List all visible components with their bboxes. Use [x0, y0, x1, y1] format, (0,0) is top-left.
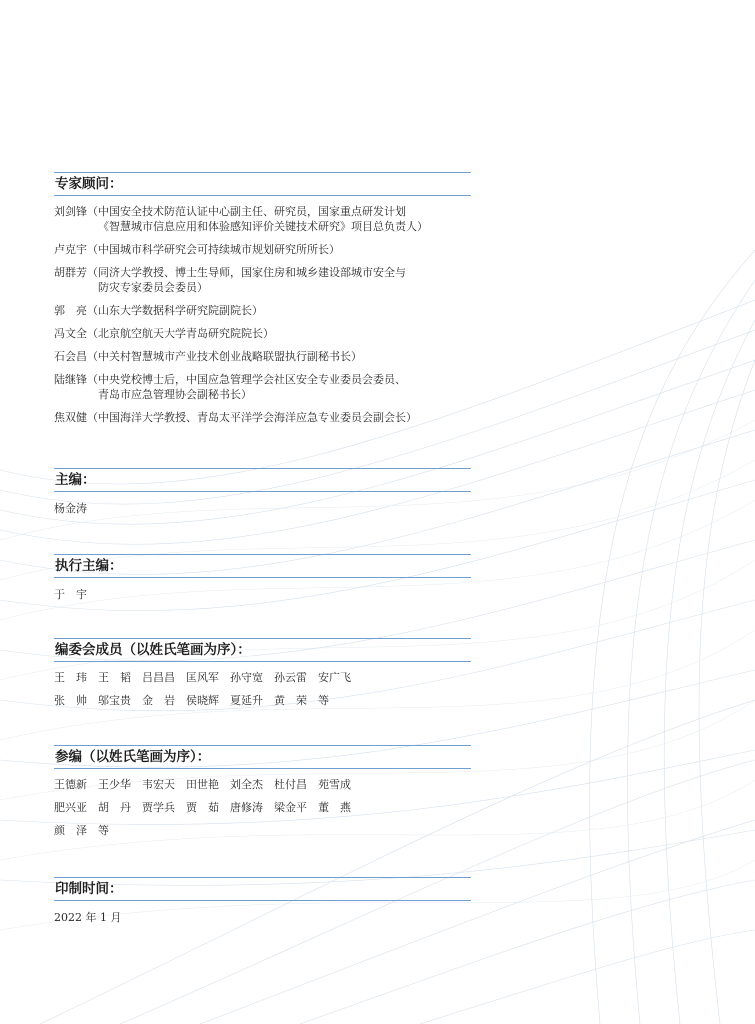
advisor-entry: [54, 326, 471, 341]
participants-heading: 参编（以姓氏笔画为序）：: [54, 745, 471, 769]
advisor-entry: [54, 204, 471, 234]
advisor-line: 陆继锋（中央党校博士后，中国应急管理学会社区安全专业委员会委员、: [54, 373, 406, 386]
editor-name: 杨金涛: [54, 502, 87, 515]
advisor-line: 冯文全（北京航空航天大学青岛研究院院长）: [54, 327, 274, 340]
advisor-line: 刘剑锋（中国安全技术防范认证中心副主任、研究员，国家重点研发计划: [54, 205, 406, 218]
advisor-entry: [54, 349, 471, 364]
advisor-entry: [54, 372, 471, 402]
advisor-line: 石会昌（中关村智慧城市产业技术创业战略联盟执行副秘书长）: [54, 350, 362, 363]
advisors-heading: 专家顾问：: [54, 172, 471, 196]
advisor-entry: [54, 265, 471, 295]
advisor-entry: [54, 242, 471, 257]
participants-section: [54, 745, 471, 838]
editor-section: [54, 468, 471, 516]
print-time-value: 2022 年 1 月: [54, 911, 122, 924]
advisors-list: [54, 204, 471, 425]
advisor-line-continued: 防灾专家委员会委员）: [98, 281, 208, 294]
print-time-heading: 印制时间：: [54, 877, 471, 901]
exec-editor-section: [54, 554, 471, 602]
editor-heading: 主编：: [54, 468, 471, 492]
advisors-section: [54, 172, 471, 433]
advisor-line: 郭 亮（山东大学数据科学研究院副院长）: [54, 304, 263, 317]
exec-editor-heading: 执行主编：: [54, 554, 471, 578]
advisor-line: 胡群芳（同济大学教授、博士生导师，国家住房和城乡建设部城市安全与: [54, 266, 406, 279]
print-time-section: [54, 877, 471, 925]
committee-heading: 编委会成员（以姓氏笔画为序）：: [54, 638, 471, 662]
committee-section: [54, 638, 471, 708]
participants-names-row: 王德新 王少华 韦宏天 田世艳 刘全杰 杜付昌 苑雪成: [54, 778, 351, 791]
advisor-line-continued: 青岛市应急管理协会副秘书长）: [98, 388, 252, 401]
advisor-entry: [54, 410, 471, 425]
participants-names-row: 颜 泽 等: [54, 824, 109, 837]
advisor-entry: [54, 303, 471, 318]
exec-editor-name: 于 宇: [54, 588, 87, 601]
committee-names-row: 张 帅 邬宝贵 金 岩 侯晓辉 夏延升 黄 荣 等: [54, 694, 329, 707]
advisor-line: 卢克宇（中国城市科学研究会可持续城市规划研究所所长）: [54, 243, 340, 256]
participants-names-row: 肥兴亚 胡 丹 贾学兵 贾 茹 唐修涛 梁金平 董 燕: [54, 801, 351, 814]
advisor-line-continued: 《智慧城市信息应用和体验感知评价关键技术研究》项目总负责人）: [98, 220, 428, 233]
advisor-line: 焦双健（中国海洋大学教授、青岛太平洋学会海洋应急专业委员会副会长）: [54, 411, 417, 424]
committee-names-row: 王 玮 王 韬 吕昌昌 匡风军 孙守宽 孙云雷 安广飞: [54, 671, 351, 684]
